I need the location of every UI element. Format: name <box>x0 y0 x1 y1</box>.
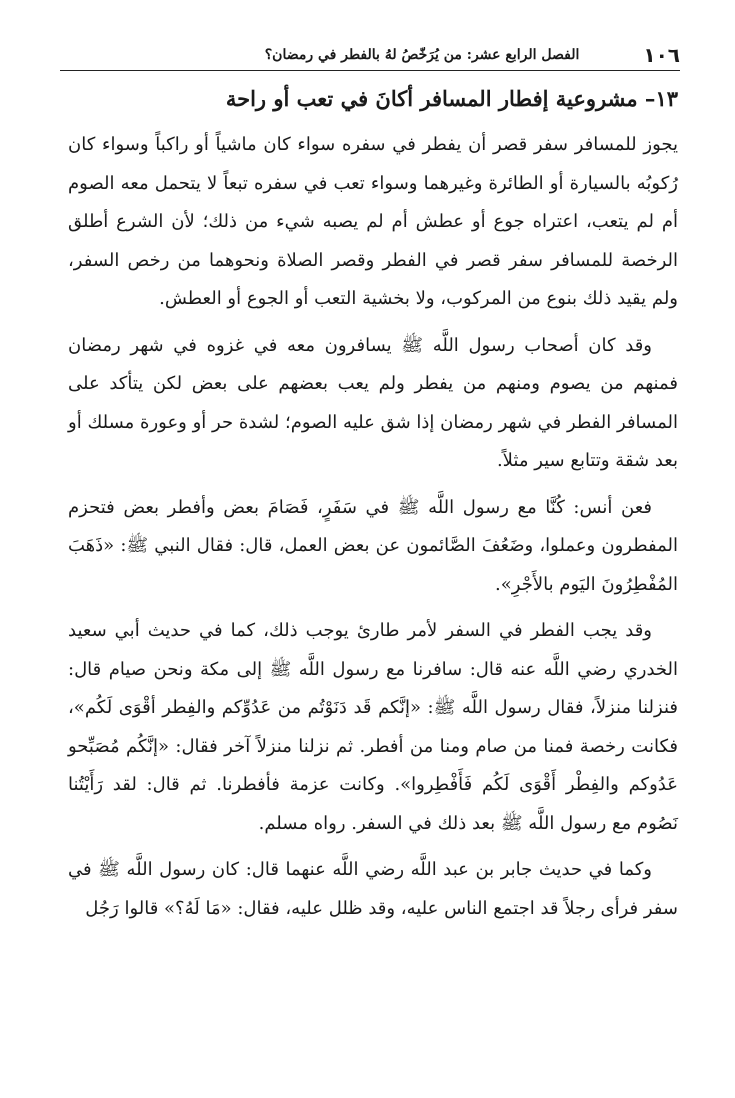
paragraph-4: وقد يجب الفطر في السفر لأمر طارئ يوجب ذلك، كما في حديث أبي سعيد الخدري رضي اللَّه عنه قال: سافرنا مع رسول اللَّه ﷺ إلى مكة ونحن صيام قال: فنزلنا منزلاً، فقال رسول اللَّه ﷺ: «إنَّكم قَد دَنَوْتُم من عَدُوِّكم والفِطر أقْوَى لَكُم»، فكانت رخصة فمنا من صام ومنا من أفطر. ثم نزلنا منزلاً آخر فقال: «إنَّكُم مُصَبِّحو عَدُوكم والفِطْر أَقْوَى لَكُم فَأَفْطِروا». وكانت عزمة فأفطرنا. ثم قال: لقد رَأَيْتُنا نَصُوم مع رسول اللَّه ﷺ بعد ذلك في السفر. رواه مسلم. <box>68 620 678 834</box>
section-heading: ١٣– مشروعية إفطار المسافر أكانَ في تعب أو راحة <box>225 86 678 111</box>
paragraph-3: فعن أنس: كُنَّا مع رسول اللَّه ﷺ في سَفَرٍ، فَصَامَ بعض وأفطر بعض فتحزم المفطرون وعملوا، وضَعُفَ الصَّائمون عن بعض العمل، قال: فقال النبي ﷺ: «ذَهَبَ المُفْطِرُونَ اليَوم بالأَجْرِ». <box>68 496 678 595</box>
running-title: الفصل الرابع عشر: من يُرَخّصُ لهُ بالفطر في رمضان؟ <box>264 47 580 63</box>
paragraph-1: يجوز للمسافر سفر قصر أن يفطر في سفره سواء كان ماشياً أو راكباً وسواء كان رُكوبُه بالسيارة أو الطائرة وغيرهما وسواء تعب في سفره تبعاً لا يتحمل معه الصوم أم لم يتعب، اعتراه جوع أو عطش أم لم يصبه شيء من ذلك؛ لأن الشرع أطلق الرخصة للمسافر سفر قصر في الفطر وقصر الصلاة ونحوهما من رخص السفر، ولم يقيد ذلك بنوع من المركوب، ولا بخشية التعب أو الجوع أو العطش. <box>68 134 678 309</box>
paragraph-5: وكما في حديث جابر بن عبد اللَّه رضي اللَّه عنهما قال: كان رسول اللَّه ﷺ في سفر فرأى رجلاً قد اجتمع الناس عليه، وقد ظلل عليه، فقال: «مَا لَهُ؟» قالوا رَجُل <box>68 859 678 919</box>
body-text <box>68 126 678 936</box>
page-header <box>60 40 680 71</box>
page-number: ١٠٦ <box>643 43 680 67</box>
paragraph-2: وقد كان أصحاب رسول اللَّه ﷺ يسافرون معه في غزوه في شهر رمضان فمنهم من يصوم ومنهم من يفطر ولم يعب بعضهم على بعض لكن يتأكد على المسافر الفطر في شهر رمضان إذا شق عليه الصوم؛ لشدة حر أو وعورة مسلك أو بعد شقة وتتابع سير مثلاً. <box>68 334 678 471</box>
